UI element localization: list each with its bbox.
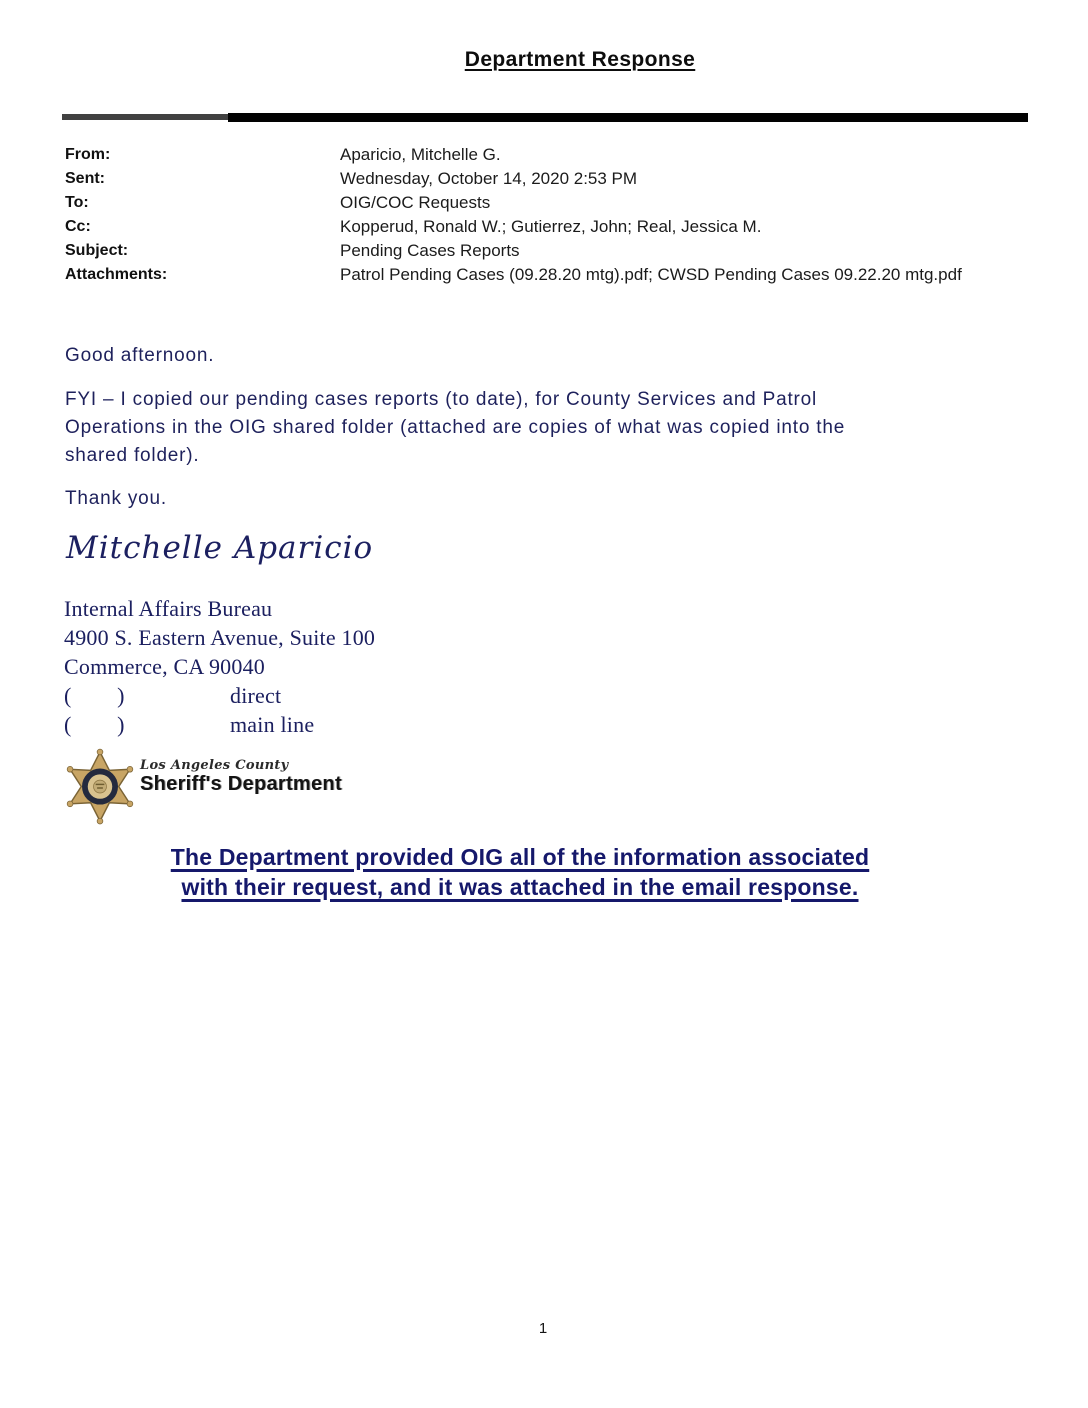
attachments-value: Patrol Pending Cases (09.28.20 mtg).pdf; CWSD Pending Cases 09.22.20 mtg.pdf (340, 265, 962, 284)
signature-block (64, 594, 375, 739)
separator-bar (228, 113, 1028, 122)
phone-main-label: main line (230, 712, 315, 737)
phone-direct-redacted: ( ) (64, 683, 125, 708)
statement-line-2 (0, 872, 1040, 902)
logo-department-name: Sheriff's Department (140, 773, 342, 795)
email-closing: Thank you. (65, 488, 167, 509)
sheriff-department-logo (64, 744, 394, 836)
signature-bureau: Internal Affairs Bureau (64, 596, 273, 621)
logo-county-script: Los Angeles County (140, 758, 289, 773)
signature-address-line2: Commerce, CA 90040 (64, 654, 265, 679)
header-row-subject (65, 239, 1030, 263)
attachments-label: Attachments: (65, 266, 168, 283)
phone-main-row (64, 710, 375, 739)
signature-address-line1: 4900 S. Eastern Avenue, Suite 100 (64, 625, 376, 650)
header-row-attachments (65, 263, 1030, 287)
page-title-text: Department Response (464, 48, 696, 71)
phone-direct-row (64, 681, 375, 710)
page-number: 1 (538, 1320, 548, 1337)
sent-label: Sent: (65, 170, 105, 187)
signature-name: Mitchelle Aparicio (66, 530, 374, 566)
header-row-from (65, 143, 1030, 167)
department-statement (0, 842, 1040, 902)
header-row-to (65, 191, 1030, 215)
subject-value: Pending Cases Reports (340, 241, 520, 260)
cc-label: Cc: (65, 218, 91, 235)
statement-line-1-text: The Department provided OIG all of the information associated (170, 844, 870, 870)
statement-line-2-text: with their request, and it was attached in the email response. (181, 874, 859, 900)
phone-direct-label: direct (230, 683, 282, 708)
cc-value: Kopperud, Ronald W.; Gutierrez, John; Real, Jessica M. (340, 217, 762, 236)
statement-line-1 (0, 842, 1040, 872)
page-title (72, 48, 1088, 72)
logo-text (140, 758, 342, 796)
header-row-cc (65, 215, 1030, 239)
body-line-3: shared folder). (65, 445, 200, 466)
email-greeting: Good afternoon. (65, 345, 215, 366)
body-line-1: FYI – I copied our pending cases reports (to date), for County Services and Patrol (65, 389, 818, 410)
to-value: OIG/COC Requests (340, 193, 491, 212)
email-header (65, 143, 1030, 287)
subject-label: Subject: (65, 242, 129, 259)
from-value: Aparicio, Mitchelle G. (340, 145, 501, 164)
email-body-paragraph (65, 386, 1025, 470)
sent-value: Wednesday, October 14, 2020 2:53 PM (340, 169, 638, 188)
separator-bar-left-segment (62, 114, 233, 120)
phone-main-redacted: ( ) (64, 712, 125, 737)
header-row-sent (65, 167, 1030, 191)
sheriff-star-badge-icon (64, 744, 136, 832)
to-label: To: (65, 194, 89, 211)
body-line-2: Operations in the OIG shared folder (attached are copies of what was copied into the (65, 417, 846, 438)
from-label: From: (65, 146, 111, 163)
